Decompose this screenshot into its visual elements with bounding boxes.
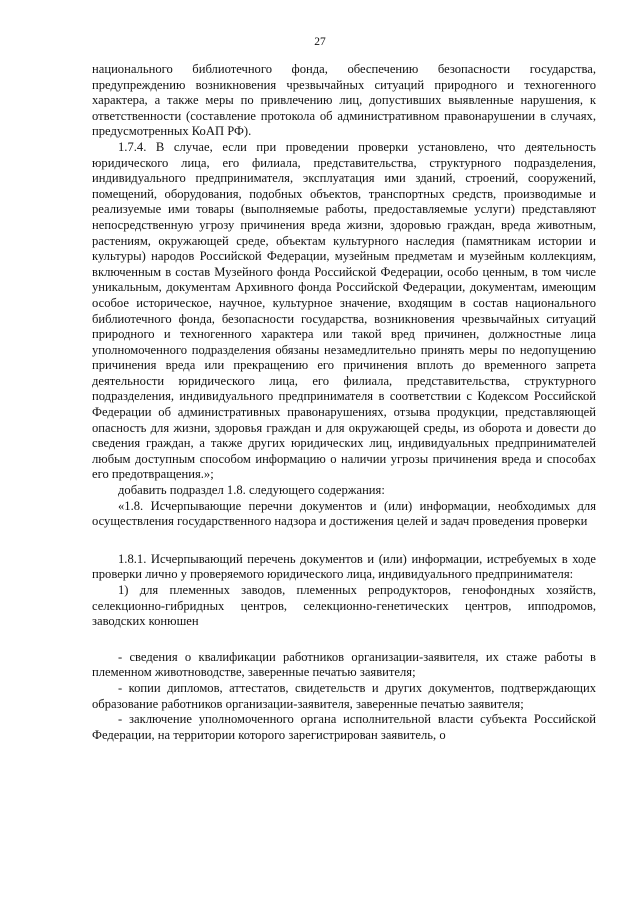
paragraph-1-7-4: 1.7.4. В случае, если при проведении проверки установлено, что деятельность юридического лица, его филиала, представительства, структурного подразделения, индивидуального предпринимателя, эксплуатация ими зданий, строений, сооружений, помещений, оборудования, подобных объектов, транспортных средств, производимые и реализуемые ими товары (выполняемые работы, предоставляемые услуги) представляют непосредственную угрозу причинения вреда жизни, здоровью граждан, вреда животным, растениям, окружающей среде, объектам культурного наследия (памятникам истории и культуры) народов Российской Федерации, музейным предметам и музейным коллекциям, включенным в состав Музейного фонда Российской Федерации, особо ценным, в том числе уникальным, документам Архивного фонда Российской Федерации, документам, имеющим особое историческое, научное, культурное значение, входящим в состав национального библиотечного фонда, безопасности государства, возникновения чрезвычайных ситуаций природного и техногенного характера или такой вред причинен, должностные лица уполномоченного подразделения обязаны незамедлительно принять меры по недопущению причинения вреда или прекращению его причинения вплоть до временного запрета деятельности юридического лица, его филиала, представительства, структурного подразделения, индивидуального предпринимателя в соответствии с Кодексом Российской Федерации об административных правонарушениях, отзыва продукции, представляющей опасность для жизни, здоровья граждан и для окружающей среды, из оборота и довести до сведения граждан, а также других юридических лиц, индивидуальных предпринимателей любым доступным способом информацию о наличии угрозы причинения вреда и способах его предотвращения.»;: [92, 139, 596, 482]
paragraph-item-1: 1) для племенных заводов, племенных репродукторов, генофондных хозяйств, селекционно-гибридных центров, селекционно-генетических центров, ипподромов, заводских конюшен: [92, 583, 596, 629]
list-item-qualification: - сведения о квалификации работников организации-заявителя, их стаже работы в племенном животноводстве, заверенные печатью заявителя;: [92, 649, 596, 680]
page-number: 27: [314, 36, 326, 48]
list-item-conclusion: - заключение уполномоченного органа исполнительной власти субъекта Российской Федерации, на территории которого зарегистрирован заявитель, о: [92, 712, 596, 742]
paragraph-add-subsection: добавить подраздел 1.8. следующего содержания:: [118, 483, 385, 498]
paragraph-continuation: национального библиотечного фонда, обеспечению безопасности государства, предупреждению возникновения чрезвычайных ситуаций природного и техногенного характера, а также меры по привлечению лиц, допустивших выявленные нарушения, к ответственности (составление протокола об административном правонарушении в случаях, предусмотренных КоАП РФ).: [92, 62, 596, 139]
list-item-diplomas: - копии дипломов, аттестатов, свидетельств и других документов, подтверждающих образование работников организации-заявителя, заверенные печатью заявителя;: [92, 680, 596, 711]
paragraph-1-8-1: 1.8.1. Исчерпывающий перечень документов и (или) информации, истребуемых в ходе проверки лично у проверяемого юридического лица, индивидуального предпринимателя:: [92, 551, 596, 582]
paragraph-1-8-heading: «1.8. Исчерпывающие перечни документов и (или) информации, необходимых для осуществления государственного надзора и достижения целей и задач проведения проверки: [92, 498, 596, 529]
document-body: [92, 62, 596, 743]
